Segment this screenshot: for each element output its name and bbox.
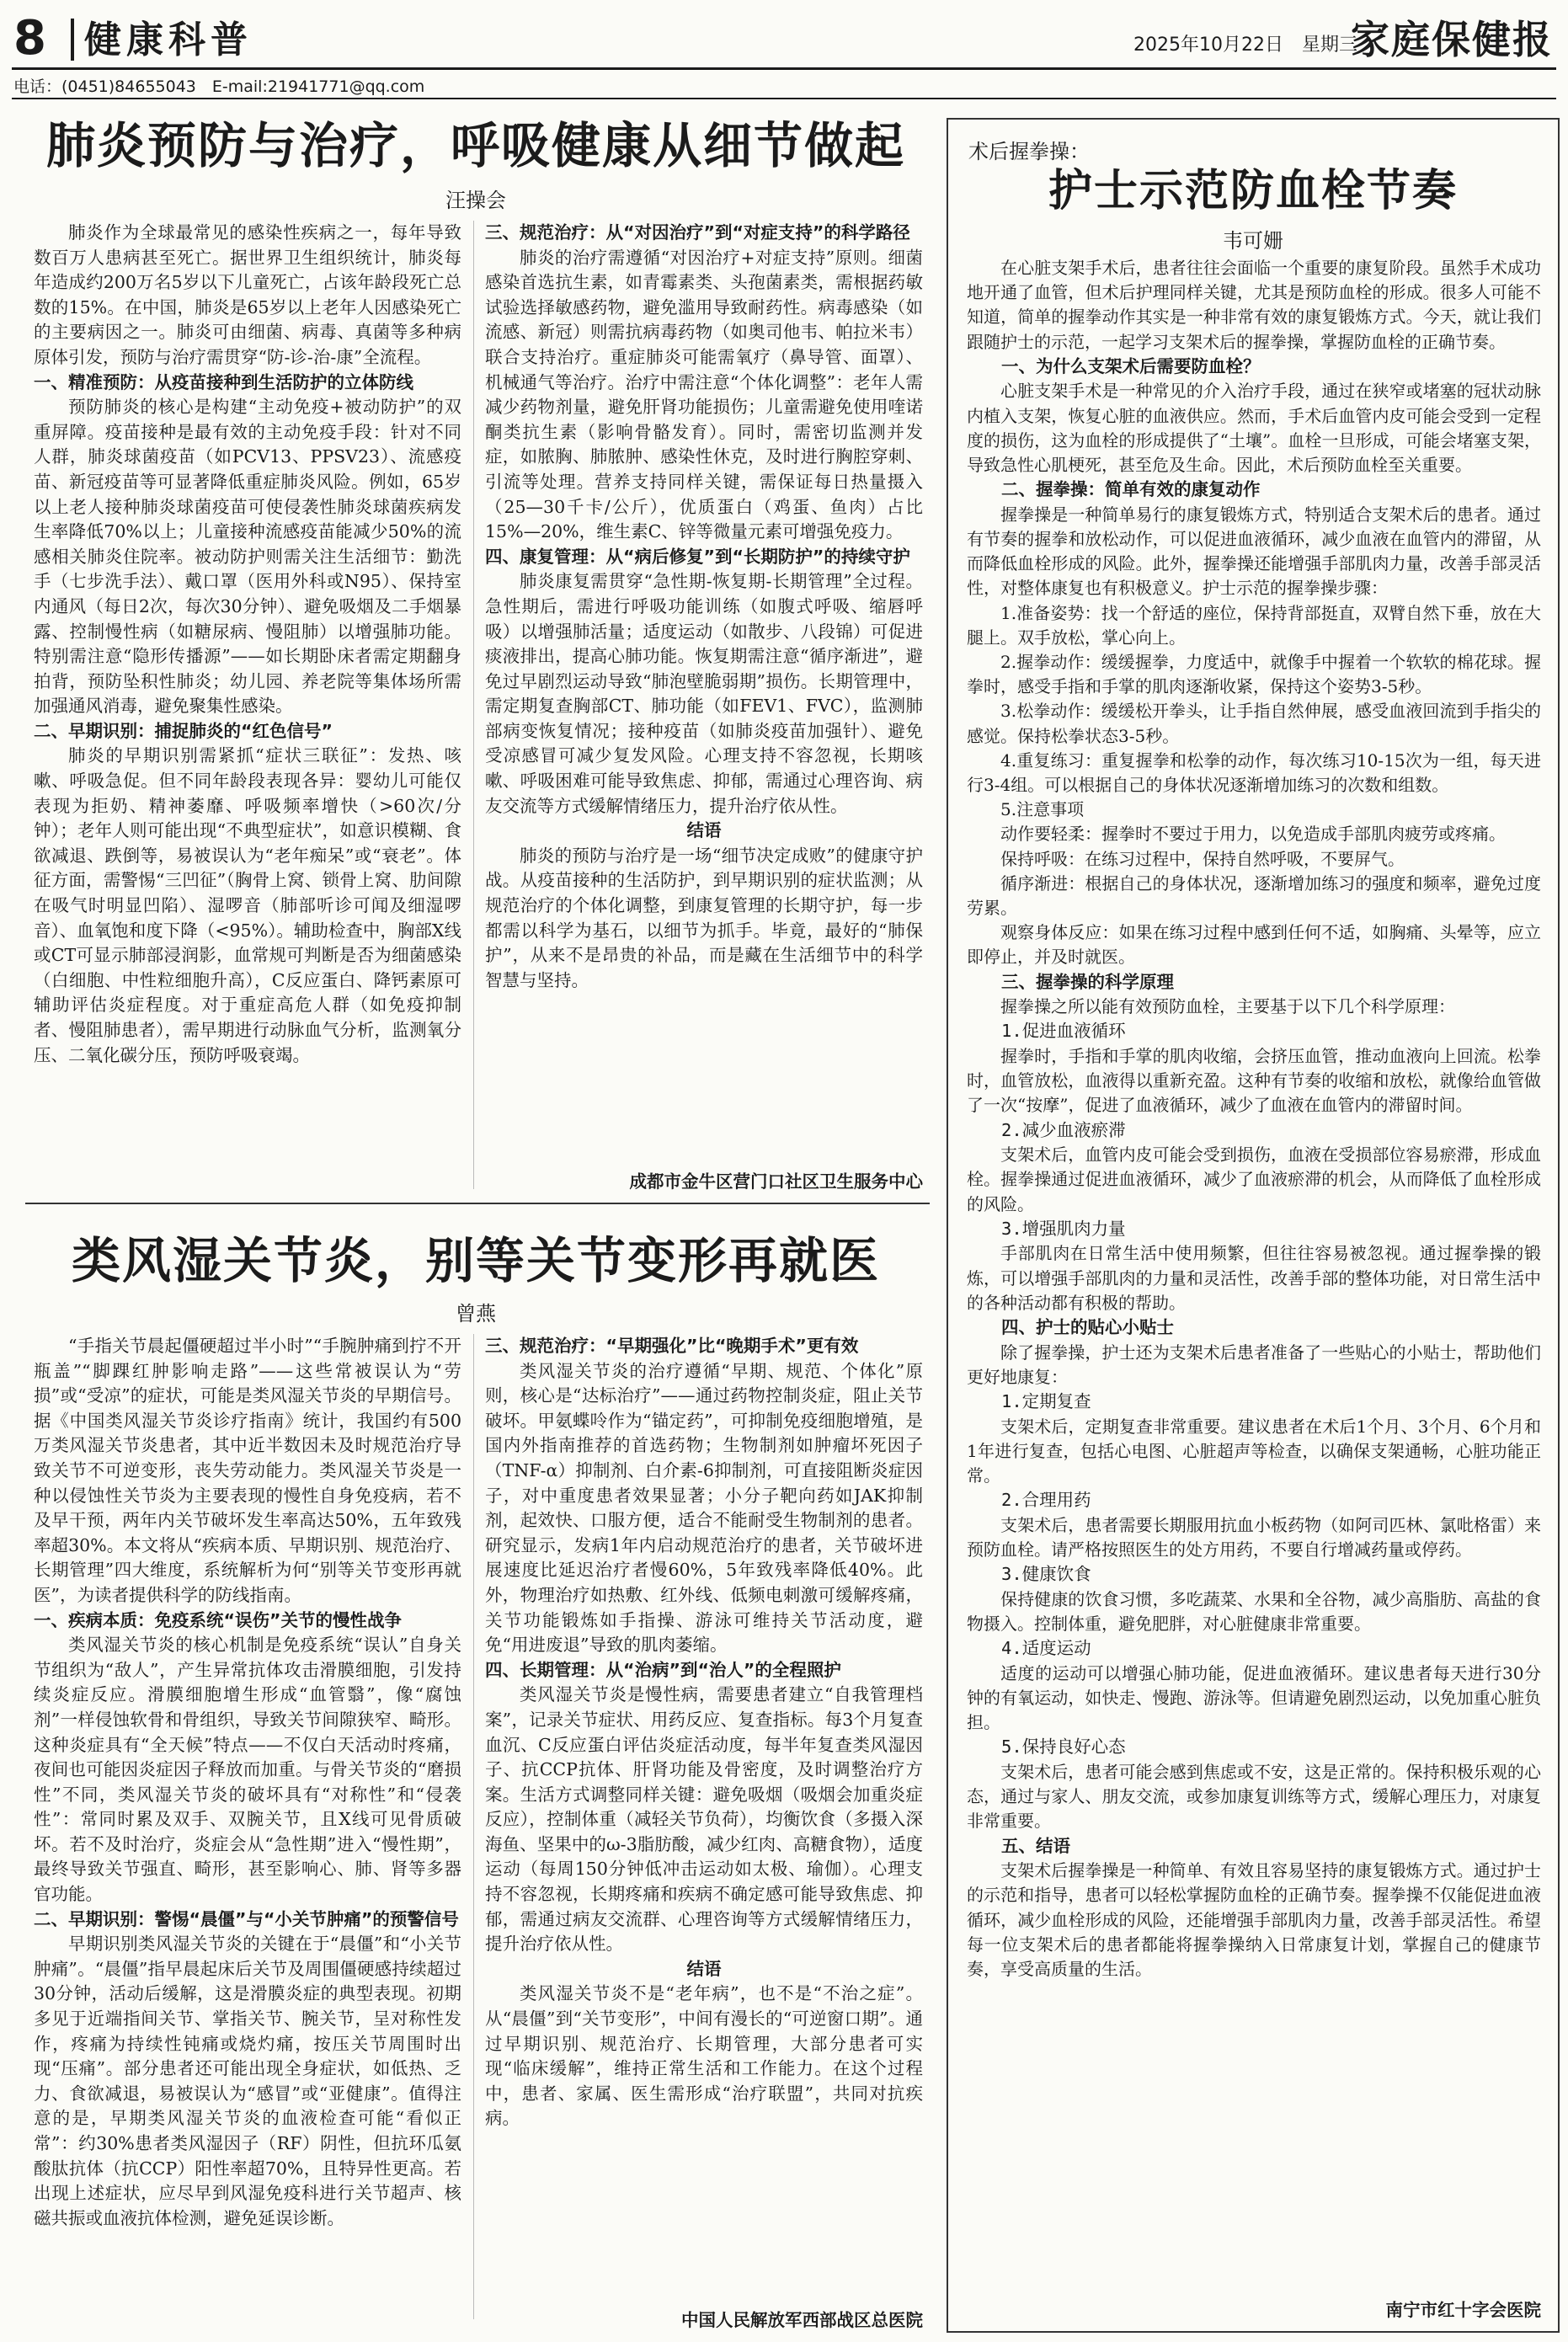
contact-line: 电话：(0451)84655043 E-mail:21941771@qq.com: [13, 77, 425, 96]
page-number: 8: [13, 11, 46, 66]
article1-author: 汪操会: [445, 189, 506, 212]
article3-subheading: 2.合理用药: [1001, 1490, 1091, 1511]
article2-section-3-heading: 三、规范治疗：“早期强化”比“晚期手术”更有效: [485, 1336, 859, 1356]
article3-step: 观察身体反应：如果在练习过程中感到任何不适，如胸痛、头晕等，应立即停止，并及时就医。: [967, 922, 1541, 968]
header-divider: [71, 19, 74, 61]
article3-signature: 南宁市红十字会医院: [1385, 2300, 1541, 2320]
article2-section-4-heading: 四、长期管理：从“治病”到“治人”的全程照护: [485, 1659, 841, 1680]
article3-step: 4.重复练习：重复握拳和松拳的动作，每次练习10-15次为一组，每天进行3-4组。可以根据自己的身体状况逐渐增加练习的次数和组数。: [967, 750, 1541, 796]
article3-paragraph: 握拳操之所以能有效预防血栓，主要基于以下几个科学原理：: [1000, 996, 1455, 1017]
article3-paragraph: 适度的运动可以增强心肺功能，促进血液循环。建议患者每天进行30分钟的有氧运动，如快走、慢跑、游泳等。但请避免剧烈运动，以免加重心脏负担。: [967, 1662, 1541, 1733]
article1-paragraph: 肺炎的预防与治疗是一场“细节决定成败”的健康守护战。从疫苗接种的生活防护，到早期识别的症状监测；从规范治疗的个体化调整，到康复管理的长期守护，每一步都需以科学为基石，以细节为抓手。毕竟，最好的“肺保护”，从来不是昂贵的补品，而是藏在生活细节中的科学智慧与坚持。: [485, 845, 923, 990]
article3-paragraph: 握拳操是一种简单易行的康复锻炼方式，特别适合支架术后的患者。通过有节奏的握拳和放松动作，可以促进血液循环，减少血液在血管内的滞留，从而降低血栓形成的风险。此外，握拳操还能增强手部肌肉力量，改善手部灵活性，对整体康复也有积极意义。护士示范的握拳操步骤：: [967, 504, 1541, 599]
article2-section-2-heading: 二、早期识别：警惕“晨僵”与“小关节肿痛”的预警信号: [34, 1908, 459, 1929]
header-rule: [12, 67, 1556, 70]
article2-paragraph: 早期识别类风湿关节炎的关键在于“晨僵”和“小关节肿痛”。“晨僵”指早晨起床后关节及周围僵硬感持续超过30分钟，活动后缓解，这是滑膜炎症的典型表现。初期多见于近端指间关节、掌指关节、腕关节，呈对称性发作，疼痛为持续性钝痛或烧灼痛，按压关节周围时出现“压痛”。部分患者还可能出现全身症状，如低热、乏力、食欲减退，易被误认为“感冒”或“亚健康”。值得注意的是，早期类风湿关节炎的血液检查可能“看似正常”：约30%患者类风湿因子（RF）阴性，但抗环瓜氨酸肽抗体（抗CCP）阳性率超70%，且特异性更高。若出现上述症状，应尽早到风湿免疫科进行关节超声、核磁共振或血液抗体检测，避免延误诊断。: [34, 1934, 461, 2228]
article1-paragraph: 预防肺炎的核心是构建“主动免疫+被动防护”的双重屏障。疫苗接种是最有效的主动免疫手段：针对不同人群，肺炎球菌疫苗（如PCV13、PPSV23）、流感疫苗、新冠疫苗等可显著降低重症肺炎风险。例如，65岁以上老人接种肺炎球菌疫苗可使侵袭性肺炎球菌疾病发生率降低70%以上；儿童接种流感疫苗能减少50%的流感相关肺炎住院率。被动防护则需关注生活细节：勤洗手（七步洗手法）、戴口罩（医用外科或N95）、保持室内通风（每日2次，每次30分钟）、避免吸烟及二手烟暴露、控制慢性病（如糖尿病、慢阻肺）以增强肺功能。特别需注意“隐形传播源”——如长期卧床者需定期翻身拍背，预防坠积性肺炎；幼儿园、养老院等集体场所需加强通风消毒，避免聚集性感染。: [34, 397, 461, 717]
issue-date: 2025年10月22日 星期三: [1133, 35, 1357, 56]
article1-conclusion-heading: 结语: [686, 820, 722, 841]
article3-paragraph: 除了握拳操，护士还为支架术后患者准备了一些贴心的小贴士，帮助他们更好地康复：: [967, 1342, 1541, 1387]
article3-section-2-heading: 二、握拳操：简单有效的康复动作: [1001, 479, 1261, 500]
article2-author: 曾燕: [456, 1302, 496, 1326]
article3-paragraph: 支架术后，血管内皮可能会受到损伤，血液在受损部位容易瘀滞，形成血栓。握拳操通过促进血液循环，减少了血液瘀滞的机会，从而降低了血栓形成的风险。: [967, 1144, 1541, 1214]
article3-kicker: 术后握拳操：: [968, 140, 1090, 163]
article3-paragraph: 支架术后，患者可能会感到焦虑或不安，这是正常的。保持积极乐观的心态，通过与家人、朋友交流，或参加康复训练等方式，缓解心理压力，对康复非常重要。: [967, 1762, 1541, 1832]
article3-step: 1.准备姿势：找一个舒适的座位，保持背部挺直，双臂自然下垂，放在大腿上。双手放松，掌心向上。: [967, 602, 1541, 648]
article1-title: 肺炎预防与治疗，呼吸健康从细节做起: [45, 117, 905, 174]
article3-section-5-heading: 五、结语: [1001, 1835, 1070, 1856]
article1-section-1-heading: 一、精准预防：从疫苗接种到生活防护的立体防线: [34, 371, 413, 392]
article3-paragraph: 保持健康的饮食习惯，多吃蔬菜、水果和全谷物，减少高脂肪、高盐的食物摄入。控制体重，避免肥胖，对心脏健康非常重要。: [967, 1588, 1541, 1635]
article3-subheading: 4.适度运动: [1001, 1638, 1091, 1659]
header-rule-thin: [12, 98, 1556, 99]
article1-section-4-heading: 四、康复管理：从“病后修复”到“长期防护”的持续守护: [485, 546, 910, 567]
article3-paragraph: 握拳时，手指和手掌的肌肉收缩，会挤压血管，推动血液向上回流。松拳时，血管放松，血液得以重新充盈。这种有节奏的收缩和放松，就像给血管做了一次“按摩”，促进了血液循环，减少了血液在血管内的滞留时间。: [967, 1046, 1541, 1116]
article2-paragraph: 类风湿关节炎的治疗遵循“早期、规范、个体化”原则，核心是“达标治疗”——通过药物控制炎症，阻止关节破坏。甲氨蝶呤作为“锚定药”，可抑制免疫细胞增殖，是国内外指南推荐的首选药物；生物制剂如肿瘤坏死因子（TNF-α）抑制剂、白介素-6抑制剂，可直接阻断炎症因子，对中重度患者效果显著；小分子靶向药如JAK抑制剂，起效快、口服方便，适合不能耐受生物制剂的患者。研究显示，发病1年内启动规范治疗的患者，关节破坏进展速度比延迟治疗者慢60%，5年致残率降低40%。此外，物理治疗如热敷、红外线、低频电刺激可缓解疼痛，关节功能锻炼如手指操、游泳可维持关节活动度，避免“用进废退”导致的肌肉萎缩。: [485, 1360, 923, 1656]
article1-section-3-heading: 三、规范治疗：从“对因治疗”到“对症支持”的科学路径: [485, 222, 910, 243]
article2-signature: 中国人民解放军西部战区总医院: [681, 2310, 923, 2330]
article1-paragraph: 肺炎的早期识别需紧抓“症状三联征”：发热、咳嗽、呼吸急促。但不同年龄段表现各异：婴幼儿可能仅表现为拒奶、精神萎靡、呼吸频率增快（>60次/分钟）；老年人则可能出现“不典型症状”，如意识模糊、食欲减退、跌倒等，易被误认为“老年痴呆”或“衰老”。体征方面，需警惕“三凹征”（胸骨上窝、锁骨上窝、肋间隙在吸气时明显凹陷）、湿啰音（肺部听诊可闻及细湿啰音）、血氧饱和度下降（<95%）。辅助检查中，胸部X线或CT可显示肺部浸润影，血常规可判断是否为细菌感染（白细胞、中性粒细胞升高），C反应蛋白、降钙素原可辅助评估炎症程度。对于重症高危人群（如免疫抑制者、慢阻肺患者），需早期进行动脉血气分析，监测氧分压、二氧化碳分压，预防呼吸衰竭。: [34, 745, 461, 1065]
article3-paragraph: 手部肌肉在日常生活中使用频繁，但往往容易被忽视。通过握拳操的锻炼，可以增强手部肌肉的力量和灵活性，改善手部的整体功能，对日常生活中的各种活动都有积极的帮助。: [967, 1243, 1541, 1313]
newspaper-name: 家庭保健报: [1351, 17, 1553, 62]
article3-subheading: 3.健康饮食: [1001, 1564, 1091, 1585]
section-title: 健康科普: [84, 19, 253, 61]
article2-section-1-heading: 一、疾病本质：免疫系统“误伤”关节的慢性战争: [34, 1609, 402, 1630]
article3-title: 护士示范防血栓节奏: [1048, 165, 1458, 216]
article3-paragraph: 支架术后，患者需要长期服用抗血小板药物（如阿司匹林、氯吡格雷）来预防血栓。请严格按照医生的处方用药，不要自行增减药量或停药。: [967, 1514, 1541, 1560]
article3-section-1-heading: 一、为什么支架术后需要防血栓？: [1001, 355, 1261, 376]
article3-section-4-heading: 四、护士的贴心小贴士: [1001, 1317, 1174, 1338]
article3-subheading: 3.增强肌肉力量: [1001, 1218, 1126, 1239]
article1-paragraph: 肺炎作为全球最常见的感染性疾病之一，每年导致数百万人患病甚至死亡。据世界卫生组织统计，肺炎每年造成约200万名5岁以下儿童死亡，占该年龄段死亡总数的15%。在中国，肺炎是65岁以上老年人因感染死亡的主要病因之一。肺炎可由细菌、病毒、真菌等多种病原体引发，预防与治疗需贯穿“防-诊-治-康”全流程。: [34, 222, 461, 367]
article2-paragraph: 类风湿关节炎不是“老年病”，也不是“不治之症”。从“晨僵”到“关节变形”，中间有漫长的“可逆窗口期”。通过早期识别、规范治疗、长期管理，大部分患者可实现“临床缓解”，维持正常生活和工作能力。在这个过程中，患者、家属、医生需形成“治疗联盟”，共同对抗疾病。: [485, 1983, 923, 2129]
article1-column-1: [34, 221, 461, 1198]
article2-column-2: [485, 1334, 923, 2294]
article2-paragraph: 类风湿关节炎的核心机制是免疫系统“误认”自身关节组织为“敌人”，产生异常抗体攻击滑膜细胞，引发持续炎症反应。滑膜细胞增生形成“血管翳”，像“腐蚀剂”一样侵蚀软骨和骨组织，导致关节间隙狭窄、畸形。这种炎症具有“全天候”特点——不仅白天活动时疼痛，夜间也可能因炎症因子释放而加重。与骨关节炎的“磨损性”不同，类风湿关节炎的破坏具有“对称性”和“侵袭性”：常同时累及双手、双腕关节，且X线可见骨质破坏。若不及时治疗，炎症会从“急性期”进入“慢性期”，最终导致关节强直、畸形，甚至影响心、肺、肾等多器官功能。: [34, 1635, 461, 1905]
article1-section-2-heading: 二、早期识别：捕捉肺炎的“红色信号”: [34, 720, 333, 741]
article3-paragraph: 在心脏支架手术后，患者往往会面临一个重要的康复阶段。虽然手术成功地开通了血管，但术后护理同样关键，尤其是预防血栓的形成。很多人可能不知道，简单的握拳动作其实是一种非常有效的康复锻炼方式。今天，就让我们跟随护士的示范，一起学习支架术后的握拳操，掌握防血栓的正确节奏。: [967, 258, 1541, 352]
article3-subheading: 1.定期复查: [1001, 1391, 1091, 1412]
article3-paragraph: 支架术后握拳操是一种简单、有效且容易坚持的康复锻炼方式。通过护士的示范和指导，患者可以轻松掌握防血栓的正确节奏。握拳操不仅能促进血液循环，减少血栓形成的风险，还能增强手部肌肉力量，改善手部灵活性。希望每一位支架术后的患者都能将握拳操纳入日常康复计划，掌握自己的健康节奏，享受高质量的生活。: [967, 1860, 1541, 1980]
article1-signature: 成都市金牛区营门口社区卫生服务中心: [629, 1171, 923, 1192]
article3-step: 2.握拳动作：缓缓握拳，力度适中，就像手中握着一个软软的棉花球。握拳时，感受手指和手掌的肌肉逐渐收紧，保持这个姿势3-5秒。: [967, 652, 1541, 697]
column-divider: [473, 221, 474, 1189]
article2-paragraph: “手指关节晨起僵硬超过半小时”“手腕肿痛到拧不开瓶盖”“脚踝红肿影响走路”——这些常被误认为“劳损”或“受凉”的症状，可能是类风湿关节炎的早期信号。据《中国类风湿关节炎诊疗指南》统计，我国约有500万类风湿关节炎患者，其中近半数因未及时规范治疗导致关节不可逆变形，丧失劳动能力。类风湿关节炎是一种以侵蚀性关节炎为主要表现的慢性自身免疫病，若不及早干预，两年内关节破坏发生率高达50%，五年致残率超30%。本文将从“疾病本质、早期识别、规范治疗、长期管理”四大维度，系统解析为何“别等关节变形再就医”，为读者提供科学的防线指南。: [34, 1336, 461, 1605]
article3-step: 3.松拳动作：缓缓松开拳头，让手指自然伸展，感受血液回流到手指尖的感觉。保持松拳状态3-5秒。: [967, 701, 1541, 746]
article3-subheading: 2.减少血液瘀滞: [1001, 1119, 1126, 1140]
article3-step: 循序渐进：根据自己的身体状况，逐渐增加练习的强度和频率，避免过度劳累。: [967, 872, 1541, 919]
article3-step: 动作要轻柔：握拳时不要过于用力，以免造成手部肌肉疲劳或疼痛。: [1000, 824, 1506, 845]
article3-subheading: 1.促进血液循环: [1001, 1021, 1126, 1042]
article2-title: 类风湿关节炎，别等关节变形再就医: [71, 1232, 880, 1289]
article1-paragraph: 肺炎康复需贯穿“急性期-恢复期-长期管理”全过程。急性期后，需进行呼吸功能训练（如腹式呼吸、缩唇呼吸）以增强肺活量；适度运动（如散步、八段锦）可促进痰液排出，提高心肺功能。恢复期需注意“循序渐进”，避免过早剧烈运动导致“肺泡壁脆弱期”损伤。长期管理中，需定期复查胸部CT、肺功能（如FEV1、FVC），监测肺部病变恢复情况；接种疫苗（如肺炎疫苗加强针）、避免受凉感冒可减少复发风险。心理支持不容忽视，长期咳嗽、呼吸困难可能导致焦虑、抑郁，需通过心理咨询、病友交流等方式缓解情绪压力，提升治疗依从性。: [485, 571, 923, 816]
article3-step: 保持呼吸：在练习过程中，保持自然呼吸，不要屏气。: [1000, 848, 1405, 869]
article2-column-1: [34, 1334, 461, 2328]
article2-conclusion-heading: 结语: [686, 1958, 722, 1979]
article3-section-3-heading: 三、握拳操的科学原理: [1001, 971, 1174, 992]
article3-subheading: 5.保持良好心态: [1001, 1736, 1126, 1758]
article2-paragraph: 类风湿关节炎是慢性病，需要患者建立“自我管理档案”，记录关节症状、用药反应、复查指标。每3个月复查血沉、C反应蛋白评估炎症活动度，每半年复查类风湿因子、抗CCP抗体、肝肾功能及骨密度，及时调整治疗方案。生活方式调整同样关键：避免吸烟（吸烟会加重炎症反应），控制体重（减轻关节负荷），均衡饮食（多摄入深海鱼、坚果中的ω-3脂肪酸，减少红肉、高糖食物），适度运动（每周150分钟低冲击运动如太极、瑜伽）。心理支持不容忽视，长期疼痛和疾病不确定感可能导致焦虑、抑郁，需通过病友交流群、心理咨询等方式缓解情绪压力，提升治疗依从性。: [485, 1684, 923, 1955]
column-divider: [473, 1334, 474, 2319]
article1-column-2: [485, 221, 923, 1155]
article3-author: 韦可姗: [1223, 229, 1283, 253]
article-divider: [25, 1203, 930, 1204]
article3-paragraph: 心脏支架手术是一种常见的介入治疗手段，通过在狭窄或堵塞的冠状动脉内植入支架，恢复心脏的血液供应。然而，手术后血管内皮可能会受到一定程度的损伤，这为血栓的形成提供了“土壤”。血栓一旦形成，可能会堵塞支架，导致急性心肌梗死，甚至危及生命。因此，术后预防血栓至关重要。: [967, 381, 1541, 476]
article1-paragraph: 肺炎的治疗需遵循“对因治疗+对症支持”原则。细菌感染首选抗生素，如青霉素类、头孢菌素类，需根据药敏试验选择敏感药物，避免滥用导致耐药性。病毒感染（如流感、新冠）则需抗病毒药物（如奥司他韦、帕拉米韦）联合支持治疗。重症肺炎可能需氧疗（鼻导管、面罩）、机械通气等治疗。治疗中需注意“个体化调整”：老年人需减少药物剂量，避免肝肾功能损伤；儿童需避免使用喹诺酮类抗生素（影响骨骼发育）。同时，需密切监测并发症，如脓胸、肺脓肿、感染性休克，及时进行胸腔穿刺、引流等处理。营养支持同样关键，需保证每日热量摄入（25—30千卡/公斤），优质蛋白（鸡蛋、鱼肉）占比15%—20%，维生素C、锌等微量元素可增强免疫力。: [485, 247, 923, 542]
article3-step: 5.注意事项: [1000, 799, 1085, 820]
article3-paragraph: 支架术后，定期复查非常重要。建议患者在术后1个月、3个月、6个月和1年进行复查，包括心电图、心脏超声等检查，以确保支架通畅，心脏功能正常。: [967, 1416, 1541, 1486]
article3-body: [967, 256, 1541, 2286]
